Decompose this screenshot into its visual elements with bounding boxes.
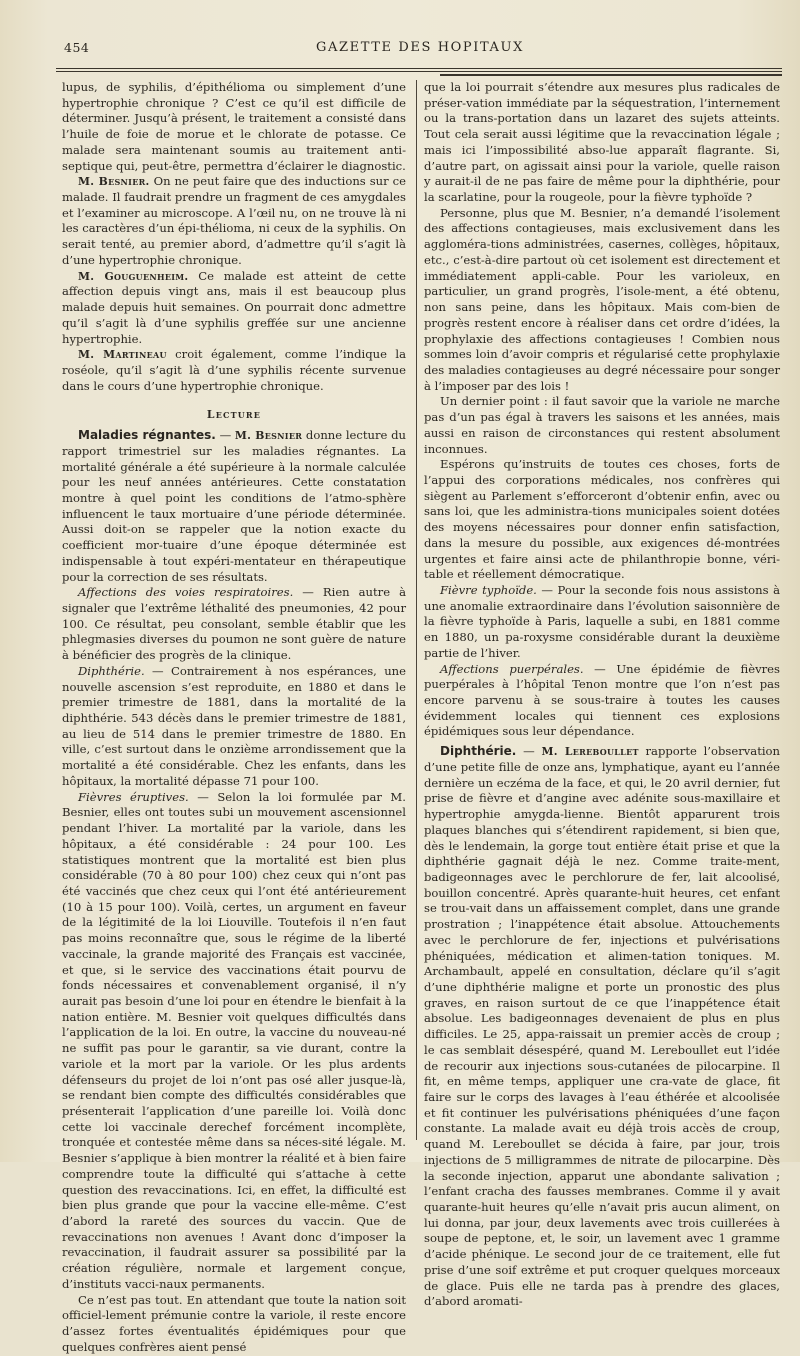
paragraph-text: rapporte l’observation d’une petite fille de onze ans, lymphatique, ayant eu l’année dernière un eczéma de la face, et qui, le 20 avril dernier, fut prise de fièvre et d’angine avec adénite sous-maxillaire et hypertrophie amygda-lienne. Bientôt apparurent trois plaques blanches qui s’étendirent rapidement, si bien que, dès le lendemain, la gorge tout entière était prise et que la diphthérie gagnait déjà le nez. Comme traite-ment, badigeonnages avec le perchlorure de fer, lait alcoolisé, bouillon concentré. Après quarante-huit heures, cet enfant se trou-vait dans un affaissement complet, dans une grande prostration ; l’inappétence était absolue. Attouchements avec le perchlorure de fer, injections et pulvérisations phéniquées, médication et alimen-tation toniques. M. Archambault, appelé en consultation, déclare qu’il s’agit d’une diphthérie maligne et porte un pronostic des plus graves, en raison surtout de ce que l’inappétence était absolue. Les badigeonnages devenaient de plus en plus difficiles. Le 25, appa-raissait un premier accès de croup ; le cas semblait désespéré, quand M. Lereboullet eut l’idée de recourir aux injections sous-cutanées de pilocarpine. Il fit, en même temps, appliquer une cra-vate de glace, fit faire sur le corps des lavages à l’eau éthérée et alcoolisée et fit continuer les pulvérisations phéniquées d’une façon constante. La malade avait eu déjà trois accès de croup, quand M. Lereboullet se décida à faire, par jour, trois injections de 5 milligrammes de nitrate de pilocarpine. Dès la seconde injection, apparut une abondante salivation ; l’enfant cracha des fausses membranes. Comme il y avait quarante-huit heures qu’elle n’avait pris aucun aliment, on lui donna, par jour, deux lavements avec trois cuillerées à soupe de peptone, et, le soir, un lavement avec 1 gramme d’acide phénique. Le second jour de ce traitement, elle fut prise d’une soif extrême et put croquer quelques morceaux de glace. Puis elle ne tarda pas à prendre des glaces, d’abord aromati- — [424, 744, 781, 1309]
column-divider — [416, 80, 417, 1140]
subsection-title: Affections des voies respiratoires. — [78, 585, 294, 600]
speaker-name: M. Martineau — [78, 348, 167, 362]
paragraph: Personne, plus que M. Besnier, n’a demandé l’isolement des affections contagieuses, mais exclusivement dans les aggloméra-tions administrées, casernes, collèges, hôpitaux, etc., c’est-à-dire partout où cet isolement est directement et immédiatement appli-cable. Pour les varioleux, en particulier, un grand progrès, l’isole-ment, a été obtenu, non sans peine, dans les hôpitaux. Mais com-bien de progrès restent encore à réaliser dans cet ordre d’idées, la prophylaxie des affections contagieuses ! Combien nous sommes loin d’avoir compris et régularisé cette prophylaxie des maladies contagieuses au degré nécessaire pour songer à l’imposer par des lois ! — [424, 205, 780, 393]
paragraph: que la loi pourrait s’étendre aux mesures plus radicales de préser-vation immédiate par la séquestration, l’internement ou la trans-portation dans un lazaret des sujets atteints. Tout cela serait aussi légitime que la revaccination légale ; mais ici l’impossibilité abso-lue apparaît flagrante. Si, d’autre part, on agissait ainsi pour la variole, quelle raison y aurait-il de ne pas faire de même pour la diphthérie, pour la scarlatine, pour la rougeole, pour la fièvre typhoïde ? — [424, 80, 780, 205]
page-number: 454 — [64, 40, 90, 55]
paragraph — [62, 664, 406, 790]
paragraph — [62, 790, 406, 1293]
paragraph — [62, 174, 406, 268]
subsection-title: Affections puerpérales. — [440, 661, 584, 676]
right-column — [424, 80, 780, 1310]
running-title: GAZETTE DES HOPITAUX — [316, 40, 524, 55]
header-rule — [56, 68, 782, 69]
section-title: Diphthérie. — [440, 744, 517, 759]
header-rule-thick — [440, 74, 782, 76]
section-title: Maladies régnantes. — [78, 428, 216, 443]
paragraph — [424, 662, 780, 741]
paragraph-text: croit également, comme l’indique la roséole, qu’il s’agit là d’une syphilis récente survenue dans le cours d’une hypertrophie chronique. — [62, 347, 406, 393]
paragraph-text: — Une épidémie de fièvres puerpérales à l’hôpital Tenon montre que l’on n’est pas encore parvenu à se sous-traire à toutes les causes évidemment locales qui tiennent ces explosions épidémiques sous leur dépendance. — [424, 661, 780, 739]
page-header — [60, 40, 780, 62]
paragraph-text: donne lecture du rapport trimestriel sur les maladies régnantes. La mortalité générale a été supérieure à la normale calculée pour les neuf années antérieures. Cette constatation montre à quel point les conditions de l’atmo-sphère influencent le taux mortuaire d’une période déterminée. Aussi doit-on se rappeler que la notion exacte du coefficient mor-tuaire d’une époque déterminée est indispensable à tout expéri-mentateur en thérapeutique pour la correction de ses résultats. — [62, 428, 407, 584]
paragraph: lupus, de syphilis, d’épithélioma ou simplement d’une hypertrophie chronique ? C’est ce qu’il est difficile de déterminer. Jusqu’à présent, le traitement a consisté dans l’huile de foie de morue et le chlorate de potasse. Ce malade sera maintenant soumis au traitement anti-septique qui, peut-être, permettra d’éclairer le diagnostic. — [62, 80, 406, 173]
paragraph — [62, 269, 406, 348]
paragraph — [424, 744, 780, 1310]
subsection-title: Diphthérie. — [78, 663, 145, 678]
paragraph-text: — Rien autre à signaler que l’extrême léthalité des pneumonies, 42 pour 100. Ce résultat, peu consolant, semble établir que les phlegmasies diverses du poumon ne sont guère de nature à bénéficier des progrès de la clinique. — [62, 585, 406, 663]
paragraph — [424, 583, 780, 662]
paragraph-text: — Contrairement à nos espérances, une nouvelle ascension s’est reproduite, en 1880 et dans le premier trimestre de 1881, dans la mortalité de la diphthérie. 543 décès dans le premier trimestre de 1881, au lieu de 514 dans le premier trimestre de 1880. En ville, c’est surtout dans le onzième arrondissement que la mortalité a été considérable. Chez les enfants, dans les hôpitaux, la mortalité dépasse 71 pour 100. — [62, 663, 406, 788]
dash: — — [516, 744, 542, 759]
paragraph: Ce n’est pas tout. En attendant que toute la nation soit officiel-lement prémunie contre la variole, il reste encore d’assez fortes éventualités épidémiques pour que quelques confrères aient pensé — [62, 1292, 406, 1354]
paragraph — [62, 585, 406, 664]
paragraph — [62, 428, 406, 585]
paragraph-text: — Selon la loi formulée par M. Besnier, elles ont toutes subi un mouvement ascensionnel pendant l’hiver. La mortalité par la variole, dans les hôpitaux, a été considérable : 24 pour 100. Les statistiques montrent que la mortalité est bien plus considérable (70 à 80 pour 100) chez ceux qui n’ont pas été vaccinés que chez ceux qui l’ont été antérieurement (10 à 15 pour 100). Voilà, certes, un argument en faveur de la légitimité de la loi Liouville. Toutefois il n’en faut pas moins reconnaître que, sous le régime de la liberté vaccinale, la grande majorité des Français est vaccinée, et que, si le service des vaccinations était pourvu de fonds nécessaires et convenablement organisé, il n’y aurait pas besoin d’une loi pour en étendre le bienfait à la nation entière. M. Besnier voit quelques difficultés dans l’application de la loi. En outre, la vaccine du nouveau-né ne suffit pas pour le garantir, sa vie durant, contre la variole et la mort par la variole. Or les plus ardents défenseurs du projet de loi n’ont pas osé aller jusque-là, se rendant bien compte des difficultés considérables que présenterait l’application d’une pareille loi. Voilà donc cette loi vaccinale derechef forcément incomplète, tronquée et contestée même dans sa néces-sité légale. M. Besnier s’applique à bien montrer la réalité et à bien faire comprendre toute la difficulté qui s’attache à cette question des revaccinations. Ici, en effet, la difficulté est bien plus grande que pour la vaccine elle-même. C’est d’abord la rareté des sources du vaccin. Que de revaccinations non avenues ! Avant donc d’imposer la revaccination, il faudrait assurer sa possibilité par la création régulière, normale et largement conçue, d’instituts vacci-naux permanents. — [62, 789, 406, 1291]
paragraph-text: — Pour la seconde fois nous assistons à une anomalie extraordinaire dans l’évolution saisonnière de la fièvre typhoïde à Paris, laquelle a subi, en 1881 comme en 1880, un pa-roxysme considérable durant la deuxième partie de l’hiver. — [424, 583, 781, 660]
subsection-title: Fièvres éruptives. — [78, 789, 189, 804]
subsection-title: Fièvre typhoïde. — [440, 583, 537, 597]
speaker-name: M. Gouguenheim. — [78, 269, 189, 283]
speaker-name: M. Besnier. — [78, 175, 150, 189]
paragraph — [62, 347, 406, 394]
paragraph: Un dernier point : il faut savoir que la variole ne marche pas d’un pas égal à travers les saisons et les années, mais aussi en raison de circonstances qui restent absolument inconnues. — [424, 394, 780, 456]
paragraph-text: On ne peut faire que des inductions sur ce malade. Il faudrait prendre un fragment de ces amygdales et l’examiner au microscope. A l’œil nu, on ne trouve là ni les caractères d’un épi-thélioma, ni ceux de la syphilis. On serait tenté, au premier abord, d’admettre qu’il s’agit là d’une hypertrophie chronique. — [62, 174, 406, 267]
paragraph-text: Ce malade est atteint de cette affection depuis vingt ans, mais il est beaucoup plus malade depuis huit semaines. On pourrait donc admettre qu’il s’agit là d’une syphilis greffée sur une ancienne hypertrophie. — [62, 268, 406, 346]
paragraph: Espérons qu’instruits de toutes ces choses, forts de l’appui des corporations médicales, nos confrères qui siègent au Parlement s’efforceront d’obtenir enfin, avec ou sans loi, que les administra-tions municipales soient dotées des moyens nécessaires pour donner enfin satisfaction, dans la mesure du possible, aux exigences dé-montrées urgentes et faire ainsi acte de philanthropie bonne, véri-table et réellement démocratique. — [424, 457, 780, 582]
speaker-name: M. Lereboullet — [541, 745, 639, 759]
header-rule-double — [56, 71, 782, 72]
section-heading: Lecture — [206, 408, 262, 422]
left-column — [62, 80, 406, 1356]
speaker-name: M. Besnier — [234, 429, 303, 443]
dash: — — [215, 428, 235, 443]
